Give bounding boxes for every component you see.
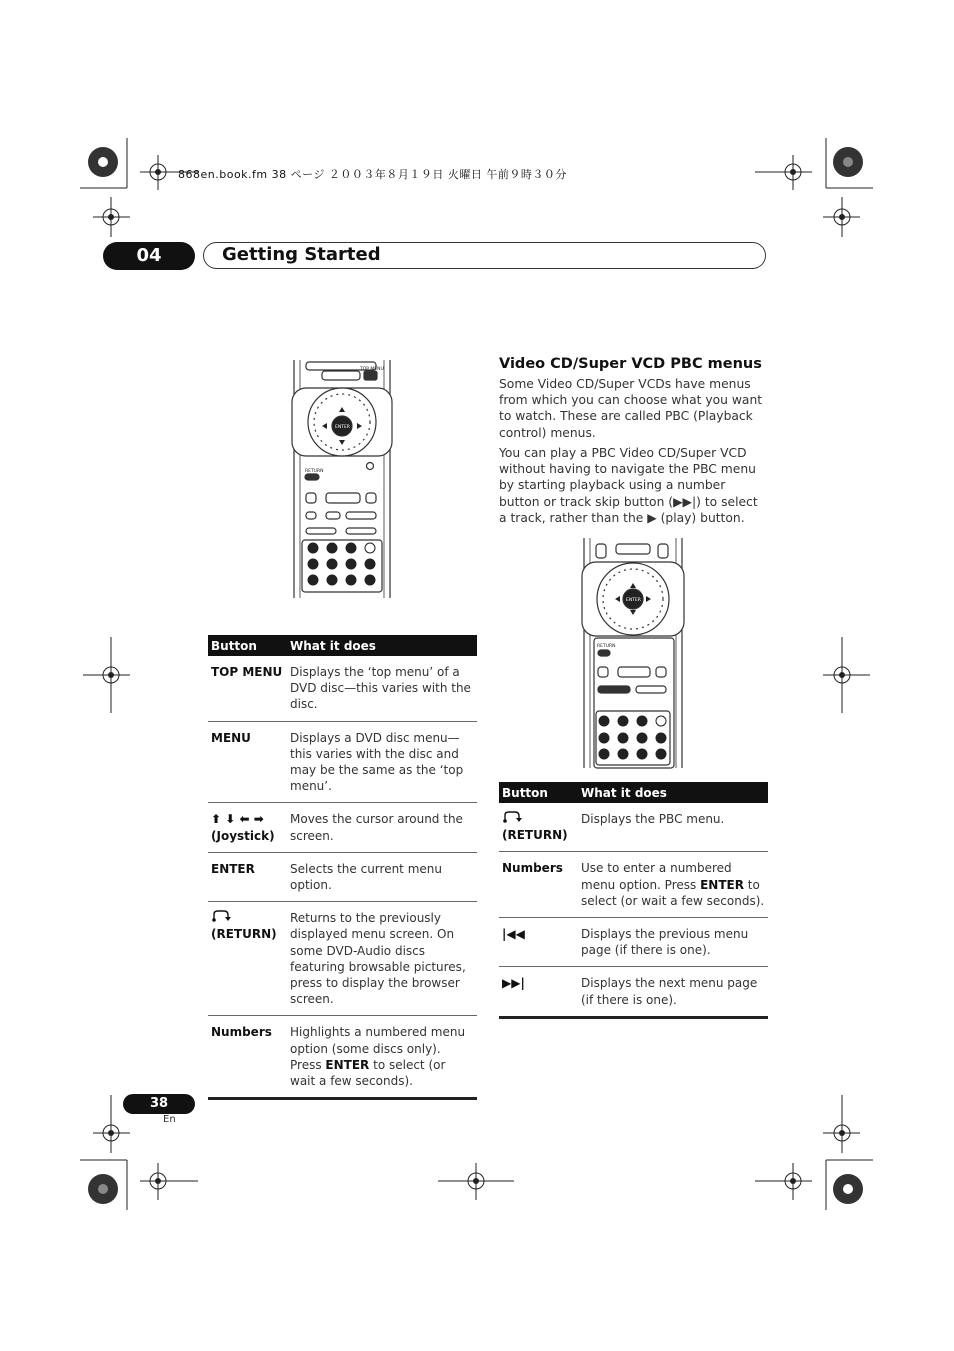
remote-return-label: RETURN [597,644,616,649]
remote-enter-label: ENTER [335,425,350,430]
return-cell [208,902,287,1016]
table-row [499,967,768,1017]
remote-return-label: RETURN [305,469,324,474]
next-track-icon: ▶▶| [499,967,578,1017]
button-name: ENTER [208,852,287,901]
desc-text: Highlights a numbered menu option (some discs only). Press [290,1025,466,1072]
button-name: (RETURN) [502,828,568,843]
remote-illustration-top [288,360,396,600]
remote-illustration-pbc [578,538,688,770]
remote-menu-label: MENU [335,373,349,378]
enter-keyword: ENTER [325,1057,370,1072]
desc-text: to select (or wait a few seconds). [290,1057,446,1089]
page-number: 38 [123,1094,195,1114]
previous-track-icon: |◀◀ [499,918,578,967]
left-button-table [208,635,477,1100]
desc-text: to select (or wait a few seconds). [581,877,765,908]
column-header-what: What it does [578,782,768,803]
table-header-row [499,782,768,803]
table-row [208,1016,477,1099]
section-title: Video CD/Super VCD PBC menus [499,356,762,372]
remote-top-menu-label: TOP MENU [360,367,384,372]
table-row [499,918,768,967]
table-header-row [208,635,477,656]
section-paragraph-2: You can play a PBC Video CD/Super VCD without having to navigate the PBC menu by starting playback using a number button or track skip button (▶▶|) to select a track, rather than the ▶ (play) button. [499,446,758,525]
remote-enter-label: ENTER [626,598,641,603]
table-row [208,902,477,1016]
button-description: Displays the next menu page (if there is one). [578,967,768,1017]
file-info-header: 868en.book.fm 38 ページ ２００３年８月１９日 火曜日 午前９時３０分 [178,168,567,181]
button-description: Displays a DVD disc menu—this varies with the disc and may be the same as the ‘top menu’. [287,721,477,803]
return-icon [211,910,231,922]
button-description: Selects the current menu option. [287,852,477,901]
enter-keyword: ENTER [700,877,744,892]
column-header-button: Button [208,635,287,656]
table-row [208,852,477,901]
chapter-number: 04 [103,242,195,270]
page-language: En [163,1114,176,1125]
section-paragraph-1: Some Video CD/Super VCDs have menus from which you can choose what you want to watch. These are called PBC (Playback control) menus. [499,377,763,440]
button-name: Numbers [208,1016,287,1099]
button-name: MENU [208,721,287,803]
joystick-cell [208,803,287,852]
desc-text: Use to enter a numbered menu option. Press [581,861,732,892]
button-name: Numbers [499,852,578,918]
button-description: Displays the previous menu page (if there is one). [578,918,768,967]
button-description: Returns to the previously displayed menu screen. On some DVD-Audio discs featuring browsable pictures, press to display the browser screen. [287,902,477,1016]
button-description: Displays the ‘top menu’ of a DVD disc—this varies with the disc. [287,656,477,721]
table-row [208,721,477,803]
column-header-button: Button [499,782,578,803]
button-name: (RETURN) [211,927,277,942]
button-name: (Joystick) [211,828,275,843]
button-name: TOP MENU [208,656,287,721]
button-description [578,852,768,918]
return-icon [502,811,522,823]
button-description: Moves the cursor around the screen. [287,803,477,852]
right-button-table [499,782,768,1019]
table-row [499,852,768,918]
arrow-icons: ⬆ ⬇ ⬅ ➡ [211,812,264,827]
chapter-title: Getting Started [222,244,381,265]
table-row [499,803,768,852]
return-cell [499,803,578,852]
button-description: Displays the PBC menu. [578,803,768,852]
table-row [208,803,477,852]
column-header-what: What it does [287,635,477,656]
table-row [208,656,477,721]
button-description [287,1016,477,1099]
